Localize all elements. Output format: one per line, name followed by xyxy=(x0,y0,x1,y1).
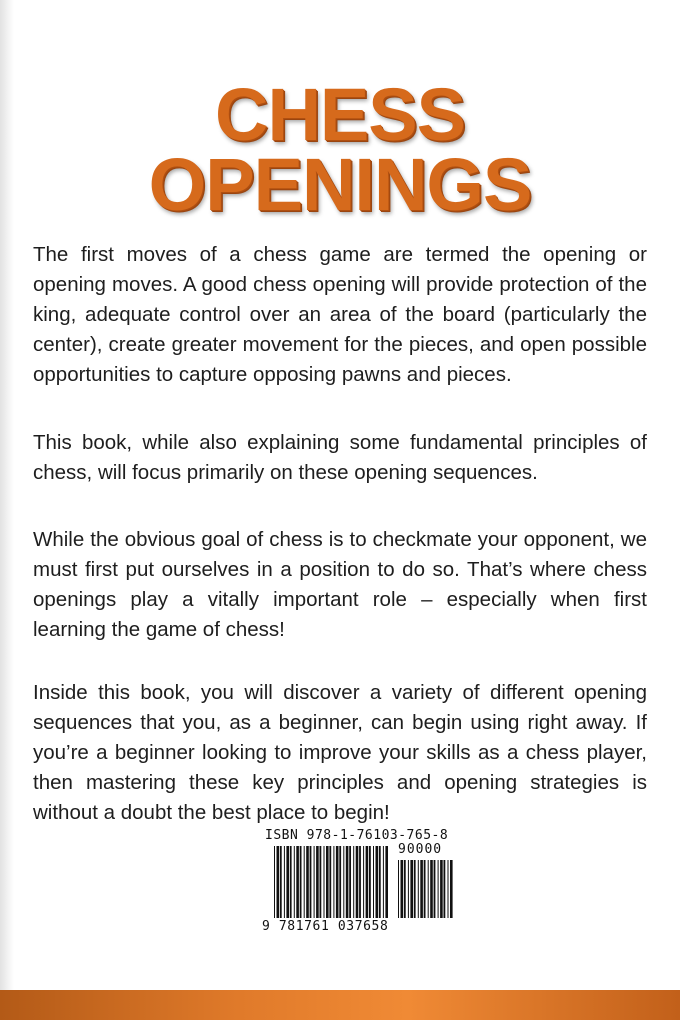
blurb-paragraph-1: The first moves of a chess game are termed the opening or opening moves. A good chess opening will provide protection of the king, adequate control over an area of the board (particularly the center), create greater movement for the pieces, and open possible opportunities to capture opposing pawns and pieces. xyxy=(33,243,647,386)
barcode-bar xyxy=(353,846,354,918)
barcode-bar xyxy=(324,846,325,918)
barcode-bar xyxy=(304,846,305,918)
barcode-bar xyxy=(434,860,436,918)
title-line-2: OPENINGS xyxy=(148,143,532,226)
ean-barcode-bars xyxy=(274,846,390,918)
barcode-bar xyxy=(277,846,280,918)
barcode-bar xyxy=(450,860,453,918)
barcode-bar xyxy=(349,846,351,918)
barcode-bar xyxy=(398,860,399,918)
barcode-bar xyxy=(424,860,426,918)
barcode-bar xyxy=(296,846,299,918)
barcode-bar xyxy=(346,846,349,918)
blurb-paragraph-4: Inside this book, you will discover a variety of different opening sequences that you, as a beginner, can begin using right away. If you’re a beginner looking to improve your skills as a chess player, then mastering these key principles and opening strategies is without a doubt the best place to begin! xyxy=(33,681,647,824)
barcode-bar xyxy=(385,846,388,918)
barcode-addon-digits: 90000 xyxy=(398,842,443,857)
barcode-bar xyxy=(339,846,341,918)
barcode-bar xyxy=(284,846,285,918)
barcode-bar xyxy=(333,846,334,918)
barcode-bar xyxy=(444,860,446,918)
barcode-bar xyxy=(359,846,361,918)
barcode-bar xyxy=(408,860,409,918)
barcode-bar xyxy=(294,846,295,918)
barcode-bar xyxy=(343,846,344,918)
barcode-bar xyxy=(440,860,443,918)
barcode-bar xyxy=(383,846,384,918)
barcode-bar xyxy=(306,846,309,918)
barcode-bar xyxy=(336,846,339,918)
barcode-bar xyxy=(356,846,359,918)
barcode-bar xyxy=(310,846,312,918)
barcode-bar xyxy=(326,846,329,918)
barcode-bar xyxy=(300,846,302,918)
barcode-bar xyxy=(438,860,439,918)
barcode-bar xyxy=(414,860,416,918)
barcode-bar xyxy=(430,860,433,918)
barcode-bar xyxy=(320,846,322,918)
barcode-bar xyxy=(286,846,289,918)
barcode-bar xyxy=(448,860,449,918)
barcode-bar xyxy=(376,846,379,918)
barcode-bar xyxy=(373,846,374,918)
barcode-bar xyxy=(428,860,429,918)
bottom-color-band xyxy=(0,990,680,1020)
barcode-bar xyxy=(329,846,331,918)
barcode-bar xyxy=(418,860,419,918)
barcode-bar xyxy=(280,846,282,918)
blurb-paragraph-3: While the obvious goal of chess is to checkmate your opponent, we must first put ourselves in a position to do so. That’s where chess openings play a vitally important role – especially when first learning the game of chess! xyxy=(33,528,647,641)
barcode-bar xyxy=(401,860,404,918)
barcode-bar xyxy=(420,860,423,918)
blurb-paragraph-2: This book, while also explaining some fundamental principles of chess, will focus primarily on these opening sequences. xyxy=(33,431,647,484)
barcode-bar xyxy=(274,846,275,918)
barcode-bar xyxy=(363,846,364,918)
barcode-ean-digits: 9 781761 037658 xyxy=(262,919,389,934)
barcode-bar xyxy=(410,860,413,918)
barcode-bar xyxy=(316,846,319,918)
addon-barcode-bars xyxy=(398,860,454,918)
barcode-bar xyxy=(379,846,381,918)
title-line-1: CHESS xyxy=(215,73,465,156)
barcode-bar xyxy=(366,846,369,918)
isbn-label: ISBN 978-1-76103-765-8 xyxy=(265,828,449,843)
barcode-bar xyxy=(369,846,371,918)
barcode-bar xyxy=(404,860,406,918)
barcode-bar xyxy=(314,846,315,918)
barcode-bar xyxy=(290,846,292,918)
